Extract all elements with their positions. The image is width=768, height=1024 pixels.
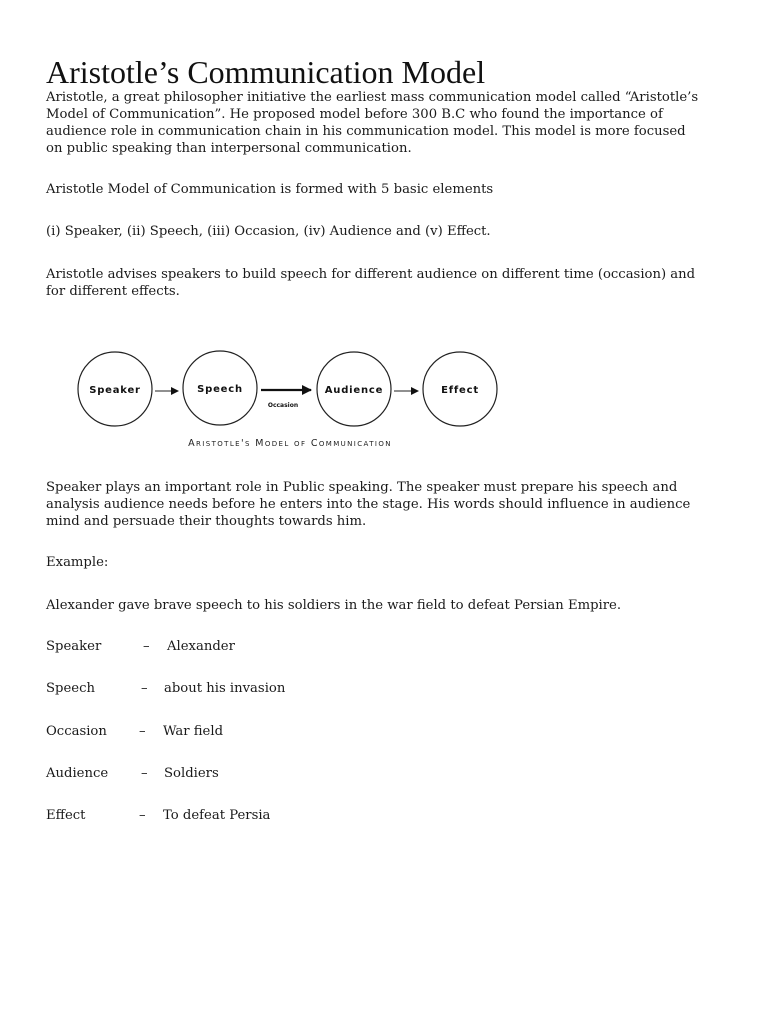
example-dash: – [141,766,148,781]
advice-line: for different effects. [46,284,180,299]
diagram-caption: Aristotle's Model of Communication [188,438,392,449]
example-value: War field [163,724,224,739]
intro-line: on public speaking than interpersonal communication. [46,141,412,156]
node-audience-label: Audience [324,385,384,396]
speaker-paragraph [46,479,732,530]
diagram-canvas [70,344,510,456]
node-speaker [78,352,152,426]
intro-line: audience role in communication chain in his communication model. This model is more focused [46,124,686,139]
intro-paragraph [46,89,732,157]
elements-list: (i) Speaker, (ii) Speech, (iii) Occasion, (iv) Audience and (v) Effect. [46,224,491,239]
advice-paragraph [46,266,732,300]
example-value: Soldiers [164,766,219,781]
example-dash: – [141,681,148,696]
node-effect [423,352,497,426]
example-dash: – [139,724,146,739]
elements-sentence: Aristotle Model of Communication is formed with 5 basic elements [46,182,494,197]
example-heading: Example: [46,555,109,570]
example-term: Audience [46,766,109,781]
communication-model-diagram [70,344,510,456]
example-term: Effect [46,808,86,823]
example-term: Speech [46,681,95,696]
example-sentence: Alexander gave brave speech to his soldiers in the war field to defeat Persian Empire. [46,598,622,613]
node-speech-label: Speech [197,384,243,395]
advice-line: Aristotle advises speakers to build speech for different audience on different time (occasion) and [46,267,696,282]
node-speaker-label: Speaker [89,385,141,396]
speaker-line: mind and persuade their thoughts towards him. [46,514,367,529]
example-term: Occasion [46,724,107,739]
speaker-line: analysis audience needs before he enters into the stage. His words should influence in audience [46,497,691,512]
node-speech [183,351,257,425]
example-value: To defeat Persia [163,808,271,823]
example-dash: – [143,639,150,654]
example-dash: – [139,808,146,823]
intro-line: Model of Communication”. He proposed model before 300 B.C who found the importance of [46,107,663,122]
node-audience [317,352,391,426]
edge-occasion-label: Occasion [267,402,299,409]
node-effect-label: Effect [441,385,479,396]
intro-line: Aristotle, a great philosopher initiative the earliest mass communication model called “Aristotle’s [46,90,699,105]
page-title: Aristotle’s Communication Model [46,54,486,90]
example-term: Speaker [46,639,102,654]
speaker-line: Speaker plays an important role in Public speaking. The speaker must prepare his speech and [46,480,678,495]
example-value: Alexander [167,639,235,654]
example-value: about his invasion [164,681,286,696]
